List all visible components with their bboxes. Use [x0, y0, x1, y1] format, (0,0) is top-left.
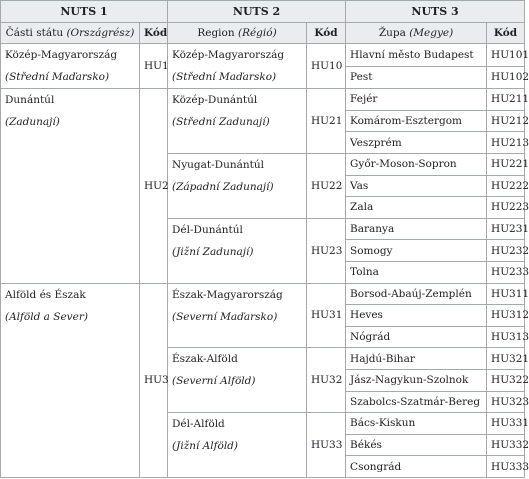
nuts1-cell: [1, 44, 140, 89]
county-name: Zala: [346, 197, 487, 219]
header-row-columns: [1, 22, 525, 44]
county-name: Somogy: [346, 240, 487, 262]
county-code: HU211: [487, 89, 525, 111]
county-code: HU212: [487, 110, 525, 132]
nuts2-code: HU31: [307, 283, 346, 348]
county-code: HU322: [487, 369, 525, 391]
county-name: Fejér: [346, 89, 487, 111]
county-name: Veszprém: [346, 132, 487, 154]
nuts1-translation: (Střední Maďarsko): [5, 71, 110, 84]
header-parts-hu: (Országrész): [66, 26, 135, 39]
county-name: Csongrád: [346, 456, 487, 478]
nuts1-cell: [1, 89, 140, 283]
nuts1-code: HU3: [140, 283, 168, 477]
county-name: Békés: [346, 434, 487, 456]
nuts1-name: Alföld és Észak: [5, 288, 86, 301]
county-name: Baranya: [346, 218, 487, 240]
county-code: HU223: [487, 197, 525, 219]
nuts2-name: Közép-Dunántúl: [172, 94, 258, 107]
nuts2-translation: (Jižní Alföld): [172, 440, 238, 453]
nuts2-name: Dél-Dunántúl: [172, 223, 243, 236]
county-name: Nógrád: [346, 326, 487, 348]
header-nuts2: NUTS 2: [168, 1, 346, 23]
county-code: HU231: [487, 218, 525, 240]
county-name: Hajdú-Bihar: [346, 348, 487, 370]
county-name: Bács-Kiskun: [346, 413, 487, 435]
nuts2-name: Közép-Magyarország: [172, 49, 285, 62]
county-code: HU102: [487, 66, 525, 89]
county-name: Győr-Moson-Sopron: [346, 153, 487, 175]
county-code: HU321: [487, 348, 525, 370]
nuts2-translation: (Severní Alföld): [172, 375, 256, 388]
county-name: Borsod-Abaúj-Zemplén: [346, 283, 487, 305]
county-name: Tolna: [346, 261, 487, 283]
nuts2-cell: [168, 153, 307, 218]
nuts1-code: HU1: [140, 44, 168, 89]
nuts2-cell: [168, 413, 307, 478]
header-county: [346, 22, 487, 44]
header-county-label: Župa: [378, 26, 406, 39]
header-county-hu: (Megye): [409, 26, 454, 39]
nuts1-cell: [1, 283, 140, 477]
nuts2-translation: (Střední Maďarsko): [172, 71, 277, 84]
nuts2-code: HU22: [307, 153, 346, 218]
nuts2-translation: (Jižní Zadunají): [172, 245, 254, 258]
county-name: Vas: [346, 175, 487, 197]
header-parts: [1, 22, 140, 44]
table-row: [1, 44, 525, 67]
county-name: Szabolcs-Szatmár-Bereg: [346, 391, 487, 413]
county-code: HU232: [487, 240, 525, 262]
county-code: HU213: [487, 132, 525, 154]
header-region-hu: (Régió): [237, 26, 277, 39]
county-code: HU333: [487, 456, 525, 478]
county-name: Komárom-Esztergom: [346, 110, 487, 132]
nuts2-cell: [168, 89, 307, 154]
table-row: [1, 89, 525, 111]
nuts1-name: Közép-Magyarország: [5, 49, 118, 62]
nuts2-code: HU23: [307, 218, 346, 283]
county-name: Hlavní město Budapest: [346, 44, 487, 67]
county-code: HU311: [487, 283, 525, 305]
county-code: HU313: [487, 326, 525, 348]
nuts2-name: Dél-Alföld: [172, 418, 225, 431]
nuts2-code: HU33: [307, 413, 346, 478]
nuts1-translation: (Alföld a Sever): [5, 310, 88, 323]
nuts2-cell: [168, 218, 307, 283]
nuts1-translation: (Zadunají): [5, 116, 60, 129]
county-code: HU332: [487, 434, 525, 456]
nuts2-translation: (Střední Zadunají): [172, 116, 270, 129]
nuts2-name: Észak-Alföld: [172, 353, 238, 366]
county-name: Jász-Nagykun-Szolnok: [346, 369, 487, 391]
nuts2-cell: [168, 283, 307, 348]
nuts1-name: Dunántúl: [5, 94, 55, 107]
nuts2-name: Észak-Magyarország: [172, 288, 283, 301]
county-code: HU222: [487, 175, 525, 197]
header-nuts3: NUTS 3: [346, 1, 525, 23]
header-parts-label: Části státu: [5, 26, 64, 39]
nuts2-translation: (Západní Zadunají): [172, 180, 274, 193]
header-code-2: Kód: [307, 22, 346, 44]
county-code: HU323: [487, 391, 525, 413]
county-code: HU331: [487, 413, 525, 435]
nuts2-cell: [168, 44, 307, 89]
header-row-groups: [1, 1, 525, 23]
nuts2-cell: [168, 348, 307, 413]
header-nuts1: NUTS 1: [1, 1, 168, 23]
table-row: [1, 283, 525, 305]
header-region-label: Region: [197, 26, 235, 39]
nuts2-translation: (Severní Maďarsko): [172, 310, 278, 323]
county-name: Heves: [346, 305, 487, 327]
nuts2-code: HU10: [307, 44, 346, 89]
nuts2-name: Nyugat-Dunántúl: [172, 158, 264, 171]
county-code: HU312: [487, 305, 525, 327]
header-code-1: Kód: [140, 22, 168, 44]
header-region: [168, 22, 307, 44]
nuts2-code: HU21: [307, 89, 346, 154]
county-code: HU221: [487, 153, 525, 175]
header-code-3: Kód: [487, 22, 525, 44]
nuts1-code: HU2: [140, 89, 168, 283]
county-code: HU233: [487, 261, 525, 283]
nuts2-code: HU32: [307, 348, 346, 413]
county-code: HU101: [487, 44, 525, 67]
county-name: Pest: [346, 66, 487, 89]
